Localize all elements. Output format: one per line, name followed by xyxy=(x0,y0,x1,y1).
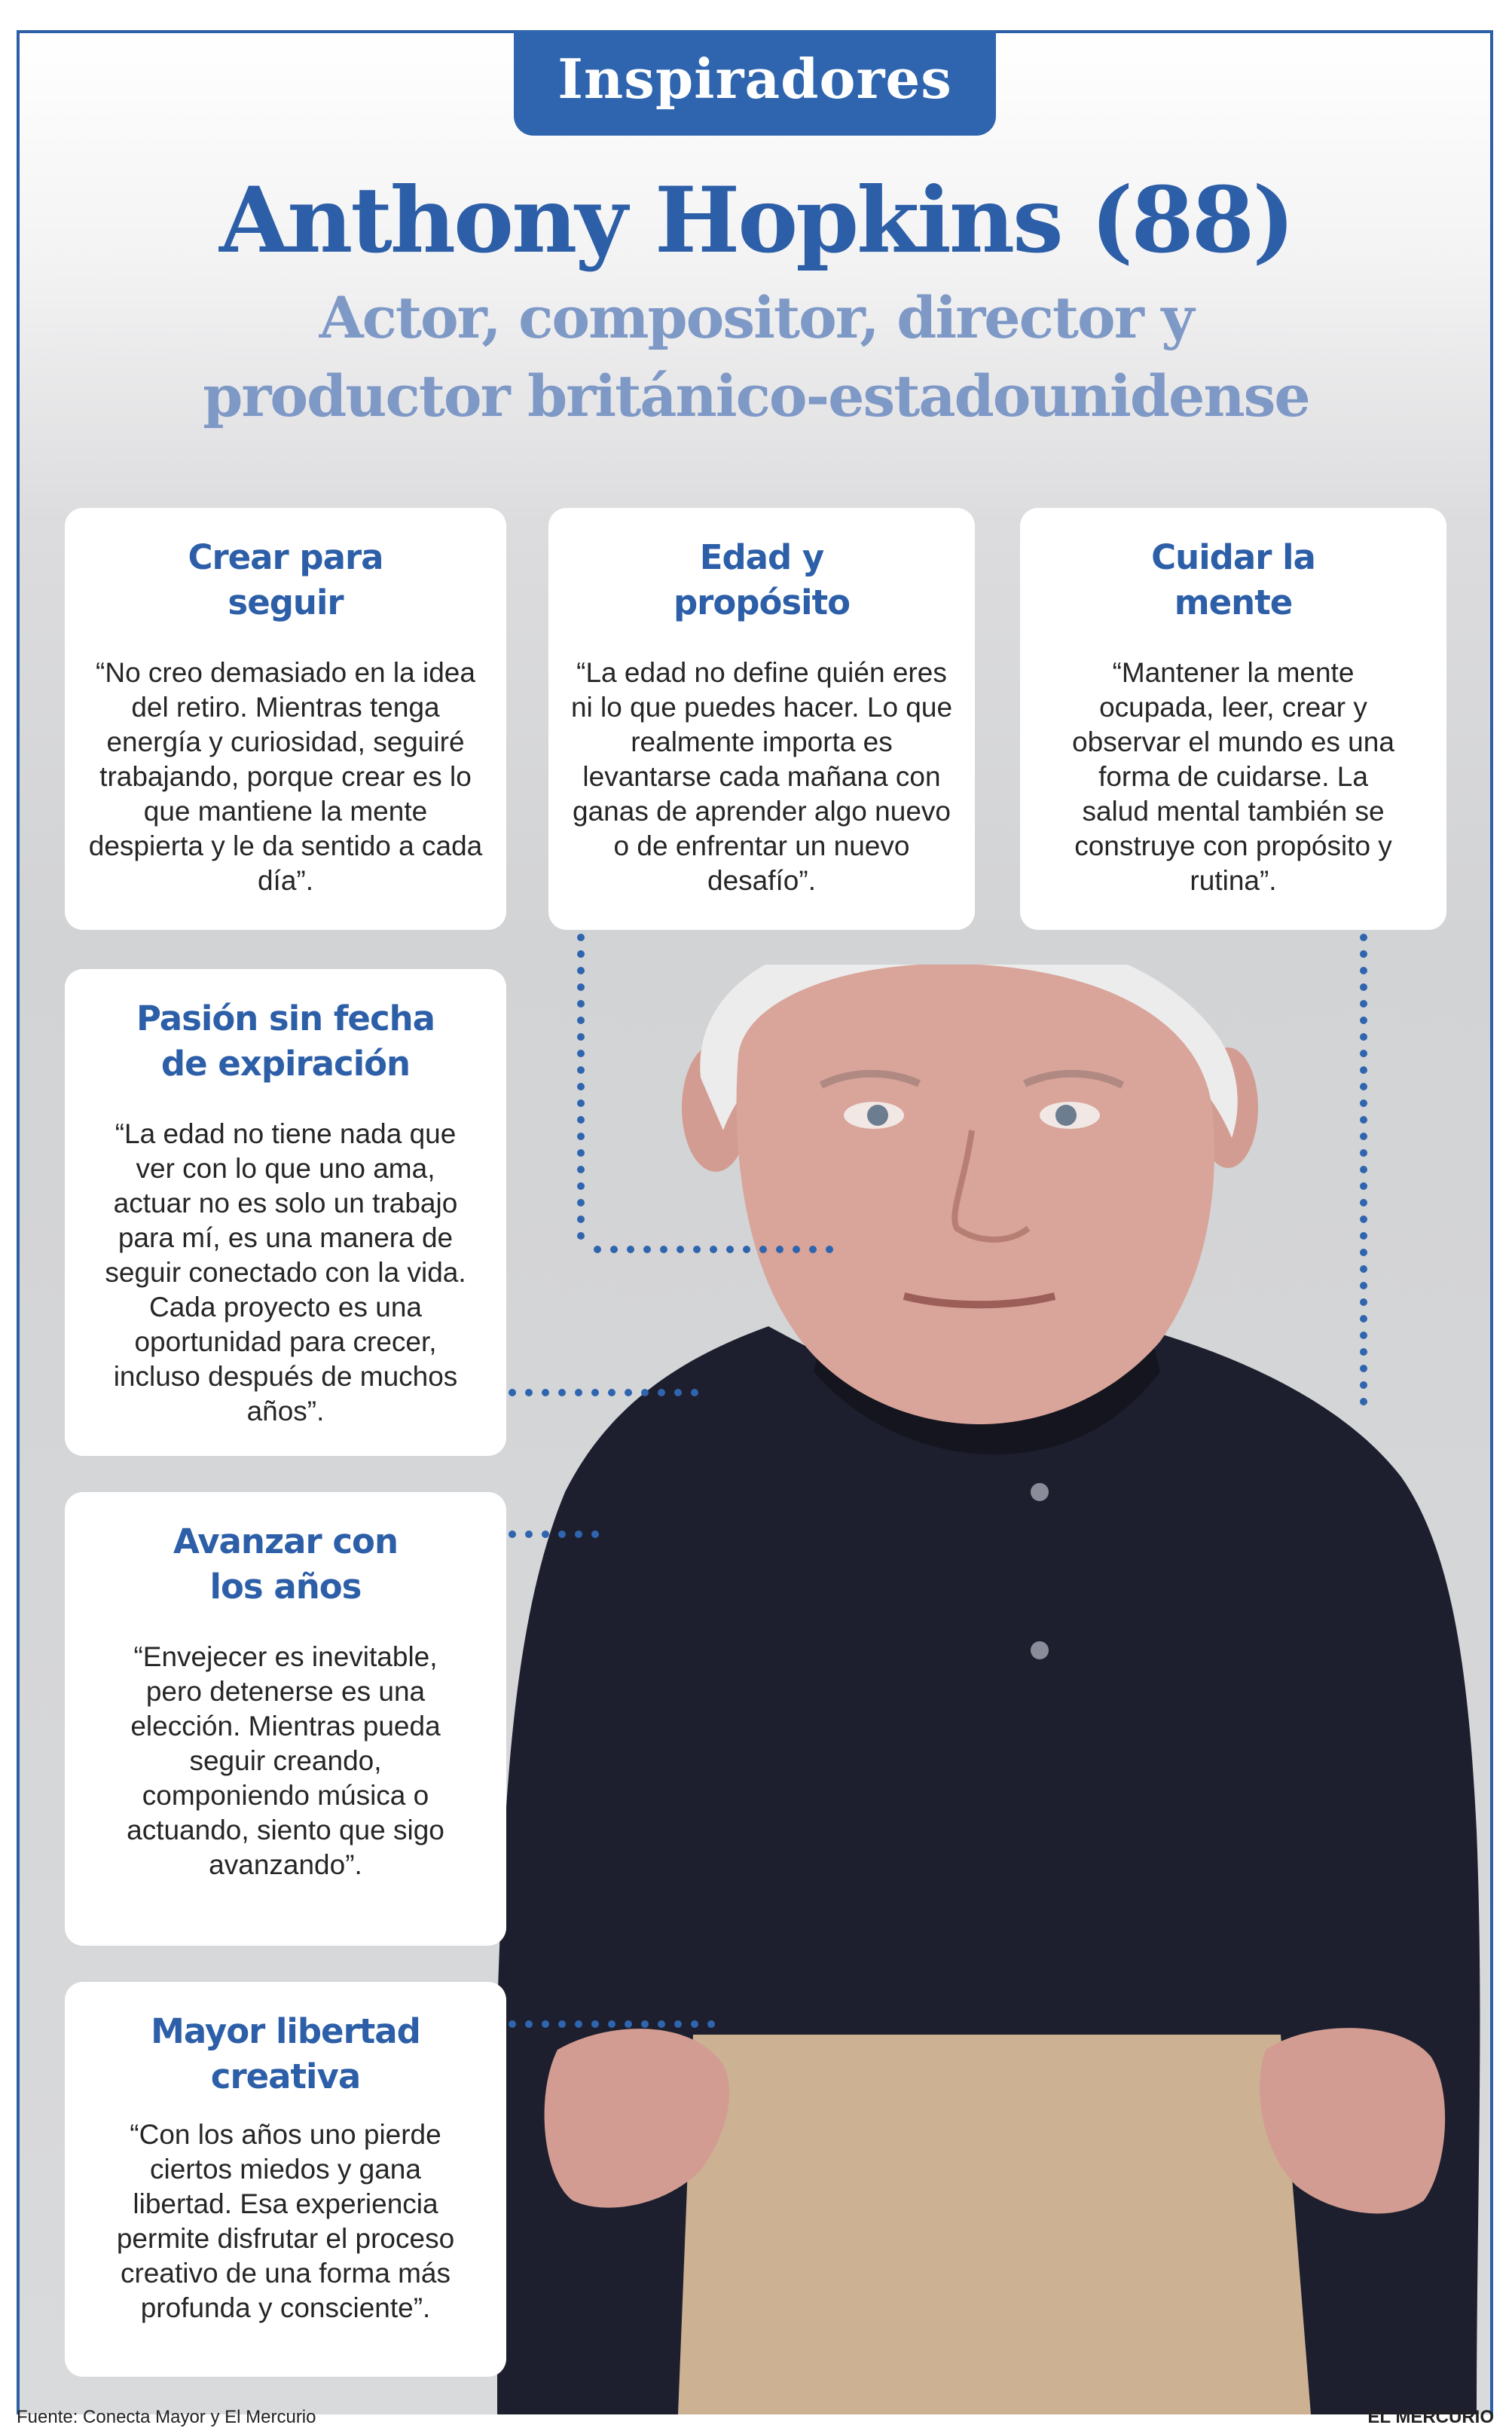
quote-line: trabajando, porque crear es lo xyxy=(99,761,472,792)
quote-line: o de enfrentar un nuevo xyxy=(613,830,910,861)
card-crear-para-seguir xyxy=(65,508,506,930)
card-title-line-1: Mayor libertad xyxy=(151,2011,420,2051)
connector-pasion xyxy=(509,1389,698,1396)
quote-line: libertad. Esa experiencia xyxy=(133,2188,438,2219)
quote-line: actuar no es solo un trabajo xyxy=(113,1188,458,1219)
quote-line: ciertos miedos y gana xyxy=(150,2154,421,2185)
connector-libertad xyxy=(509,2020,715,2028)
card-edad-y-proposito xyxy=(548,508,975,930)
quote-line: avanzando”. xyxy=(209,1849,362,1880)
quote-line: seguir creando, xyxy=(189,1745,382,1776)
quote-line: “Mantener la mente xyxy=(1112,657,1355,688)
card-title-line-2: los años xyxy=(209,1567,362,1607)
quote-line: “Con los años uno pierde xyxy=(130,2119,441,2150)
quote-line: observar el mundo es una xyxy=(1072,726,1394,757)
quote-line: seguir conectado con la vida. xyxy=(105,1257,466,1288)
card-title-line-1: Cuidar la xyxy=(1151,537,1315,577)
quote-line: creativo de una forma más xyxy=(120,2258,451,2289)
quote-line: ocupada, leer, crear y xyxy=(1099,692,1367,723)
card-mayor-libertad-creativa xyxy=(65,1982,506,2377)
card-title-line-2: de expiración xyxy=(160,1044,411,1084)
subtitle-line-2: productor británico-estadounidense xyxy=(203,362,1309,430)
quote-line: “No creo demasiado en la idea xyxy=(96,657,475,688)
card-pasion-sin-fecha xyxy=(65,969,506,1456)
card-title-line-2: creativa xyxy=(210,2056,361,2096)
connector-cuidar xyxy=(1360,934,1367,1405)
card-title-line-2: seguir xyxy=(228,583,344,622)
quote-line: años”. xyxy=(246,1396,325,1427)
quote-line: elección. Mientras pueda xyxy=(130,1711,441,1741)
quote-line: ni lo que puedes hacer. Lo que xyxy=(570,692,953,723)
quote-line: permite disfrutar el proceso xyxy=(116,2223,455,2254)
quote-line: del retiro. Mientras tenga xyxy=(131,692,440,723)
quote-line: despierta y le da sentido a cada xyxy=(88,830,483,861)
section-tag: Inspiradores xyxy=(514,30,996,136)
source-credit: Fuente: Conecta Mayor y El Mercurio xyxy=(17,2407,316,2427)
quote-line: que mantiene la mente xyxy=(143,796,428,827)
card-avanzar-con-los-anos xyxy=(65,1492,506,1946)
quote-line: desafío”. xyxy=(707,865,816,896)
quote-line: incluso después de muchos xyxy=(113,1361,458,1392)
card-title-line-2: mente xyxy=(1174,583,1293,622)
connector-edad xyxy=(577,934,833,1253)
quote-line: componiendo música o xyxy=(142,1780,429,1811)
quote-line: rutina”. xyxy=(1190,865,1277,896)
publisher-brand: EL MERCURIO xyxy=(1367,2407,1494,2427)
quote-line: ganas de aprender algo nuevo xyxy=(573,796,951,827)
quote-line: “La edad no define quién eres xyxy=(576,657,947,688)
quote-line: ver con lo que uno ama, xyxy=(136,1153,435,1184)
quote-line: pero detenerse es una xyxy=(145,1676,426,1707)
subtitle-line-1: Actor, compositor, director y xyxy=(319,284,1193,351)
card-cuidar-la-mente xyxy=(1020,508,1446,930)
card-title-line-1: Crear para xyxy=(188,537,383,577)
card-title-line-1: Edad y xyxy=(699,537,824,577)
card-title-line-1: Avanzar con xyxy=(173,1521,398,1561)
quote-line: actuando, siento que sigo xyxy=(127,1815,444,1845)
connector-avanzar xyxy=(509,1530,599,1538)
quote-line: energía y curiosidad, seguiré xyxy=(106,726,465,757)
card-title-line-1: Pasión sin fecha xyxy=(136,998,435,1038)
quote-line: levantarse cada mañana con xyxy=(582,761,941,792)
quote-line: Cada proyecto es una xyxy=(148,1292,422,1323)
quote-line: día”. xyxy=(257,865,314,896)
card-title-line-2: propósito xyxy=(673,583,851,622)
quote-line: forma de cuidarse. La xyxy=(1098,761,1368,792)
quote-line: para mí, es una manera de xyxy=(118,1222,454,1253)
quote-line: profunda y consciente”. xyxy=(140,2292,431,2323)
page-title: Anthony Hopkins (88) xyxy=(219,167,1293,274)
quote-line: “Envejecer es inevitable, xyxy=(133,1641,438,1672)
quote-line: “La edad no tiene nada que xyxy=(115,1118,457,1149)
quote-line: construye con propósito y xyxy=(1074,830,1392,861)
quote-line: oportunidad para crecer, xyxy=(134,1326,437,1357)
quote-line: salud mental también se xyxy=(1082,796,1385,827)
quote-line: realmente importa es xyxy=(631,726,893,757)
